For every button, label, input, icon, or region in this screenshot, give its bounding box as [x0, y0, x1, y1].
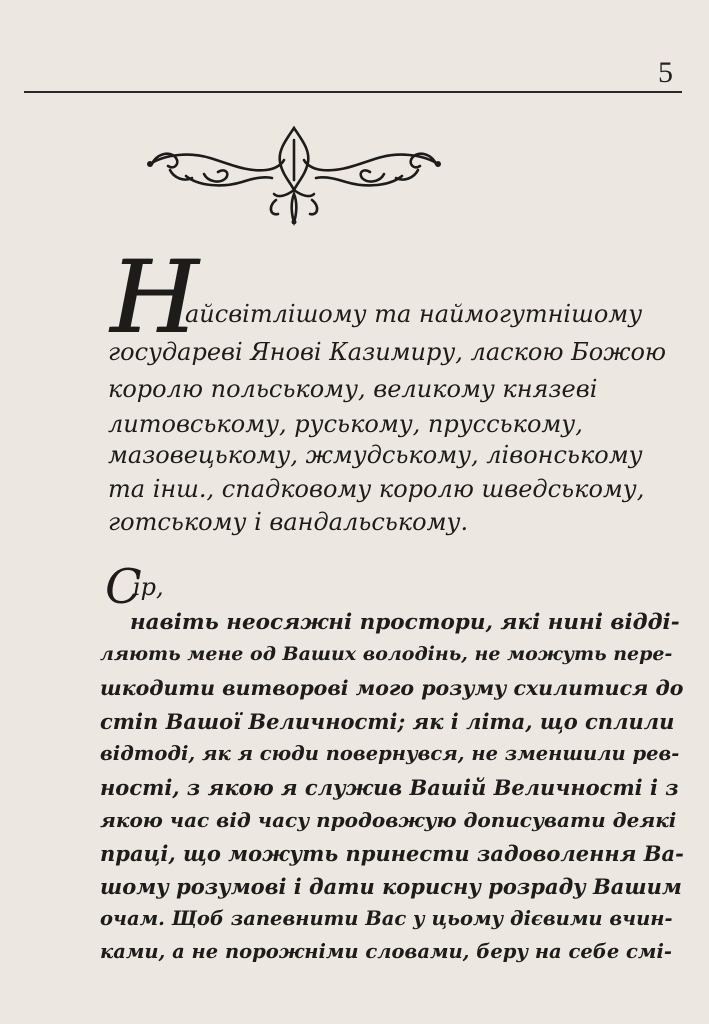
page-number: 5 — [658, 56, 673, 89]
body-line: стіп Вашої Величності; як і літа, що сплили — [100, 709, 675, 734]
body-line: ляють мене од Ваших володінь, не можуть пере- — [100, 643, 673, 665]
dedication-line: литовському, руському, прусському, — [108, 410, 583, 438]
body-line: очам. Щоб запевнити Вас у цьому дієвими вчин- — [100, 907, 673, 930]
dedication-line: мазовецькому, жмудському, лівонському — [108, 441, 643, 469]
body-line: відтоді, як я сюди повернувся, не зменшили рев- — [100, 742, 680, 765]
body-line: праці, що можуть принести задоволення Ва- — [100, 841, 684, 866]
salutation-cap: С — [105, 559, 142, 615]
body-line: ками, а не порожніми словами, беру на себе смі- — [100, 940, 672, 963]
dedication-line: готському і вандальському. — [108, 508, 469, 536]
salutation-rest: ір, — [133, 573, 164, 601]
dedication-line: та інш., спадковому королю шведському, — [108, 475, 645, 503]
drop-cap: Н — [110, 239, 198, 356]
dedication-line: государеві Янові Казимиру, ласкою Божою — [108, 338, 667, 366]
body-line: якою час від часу продовжую дописувати деякі — [100, 808, 677, 832]
dedication-line: королю польському, великому князеві — [108, 375, 598, 403]
header-rule — [24, 91, 682, 93]
dedication-line: айсвітлішому та наймогутнішому — [185, 300, 643, 328]
body-line: шкодити витворові мого розуму схилитися до — [100, 676, 684, 700]
floral-flourish-ornament-icon — [146, 124, 442, 226]
body-line: навіть неосяжні простори, які нині відді- — [130, 610, 680, 635]
body-line: ності, з якою я служив Вашій Величності і з — [100, 775, 679, 800]
body-line: шому розумові і дати корисну розраду Вашим — [100, 874, 682, 899]
